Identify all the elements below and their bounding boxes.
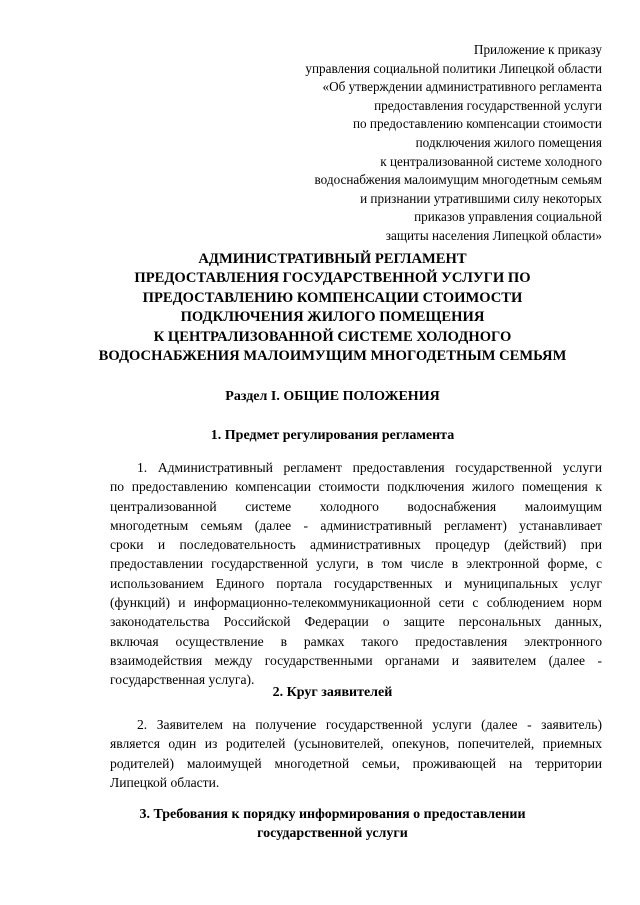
annex-reference <box>182 41 602 246</box>
annex-line: предоставления государственной услуги <box>374 97 602 113</box>
title-line: ВОДОСНАБЖЕНИЯ МАЛОИМУЩИМ МНОГОДЕТНЫМ СЕМЬЯМ <box>98 348 567 365</box>
paragraph-applicants <box>110 715 602 792</box>
paragraph-subject <box>110 458 602 690</box>
annex-line: защиты населения Липецкой области» <box>385 227 602 243</box>
title-line: К ЦЕНТРАЛИЗОВАННОЙ СИСТЕМЕ ХОЛОДНОГО <box>153 328 512 345</box>
paragraph-line: использованием Единого портала государственных и муниципальных услуг <box>110 575 602 591</box>
paragraph-line: является один из родителей (усыновителей, опекунов, попечителей, приемных <box>110 736 602 752</box>
paragraph-line: 1. Административный регламент предоставления государственной услуги <box>137 460 602 475</box>
annex-line: водоснабжения малоимущим многодетным семьям <box>314 172 602 188</box>
paragraph-line: Липецкой области. <box>110 774 220 790</box>
subsection-heading-subject: 1. Предмет регулирования регламента <box>210 428 455 443</box>
title-line: АДМИНИСТРАТИВНЫЙ РЕГЛАМЕНТ <box>198 251 467 267</box>
subsection-heading-informing <box>60 805 605 843</box>
paragraph-line: государственная услуга). <box>110 672 255 688</box>
annex-line: Приложение к приказу <box>473 42 602 57</box>
subsection-heading-applicants: 2. Круг заявителей <box>272 685 393 700</box>
title-line: ПОДКЛЮЧЕНИЯ ЖИЛОГО ПОМЕЩЕНИЯ <box>180 309 485 326</box>
paragraph-line: включая осуществление в рамках такого предоставления электронного <box>110 633 602 649</box>
document-title <box>60 250 605 366</box>
annex-line: к централизованной системе холодного <box>380 153 602 169</box>
section-heading: Раздел I. ОБЩИЕ ПОЛОЖЕНИЯ <box>225 389 440 404</box>
annex-line: «Об утверждении административного регламента <box>322 79 602 95</box>
paragraph-line: законодательства Российской Федерации о защите персональных данных, <box>110 614 602 630</box>
paragraph-line: родителей) малоимущей многодетной семьи, проживающей на территории <box>110 755 602 771</box>
title-line: ПРЕДОСТАВЛЕНИЯ ГОСУДАРСТВЕННОЙ УСЛУГИ ПО <box>134 270 531 287</box>
paragraph-line: централизованной системе холодного водоснабжения малоимущим <box>110 498 602 514</box>
title-line: ПРЕДОСТАВЛЕНИЮ КОМПЕНСАЦИИ СТОИМОСТИ <box>142 289 523 306</box>
annex-line: приказов управления социальной <box>414 209 602 225</box>
annex-line: подключения жилого помещения <box>415 134 602 150</box>
paragraph-line: (функций) и информационно-телекоммуникационной сети с соблюдением норм <box>110 595 602 611</box>
paragraph-line: многодетным семьям (далее - административный регламент) устанавливает <box>110 517 602 533</box>
heading-line: государственной услуги <box>257 826 408 841</box>
annex-line: управления социальной политики Липецкой области <box>305 60 602 76</box>
annex-line: по предоставлению компенсации стоимости <box>352 116 602 132</box>
paragraph-line: предоставлении государственной услуги, в том числе в электронной форме, с <box>110 556 602 572</box>
paragraph-line: 2. Заявителем на получение государственной услуги (далее - заявитель) <box>137 717 602 732</box>
paragraph-line: сроки и последовательность административных процедур (действий) при <box>110 537 602 553</box>
paragraph-line: взаимодействия между государственными органами и заявителем (далее - <box>110 652 602 668</box>
paragraph-line: по предоставлению компенсации стоимости подключения жилого помещения к <box>110 479 602 495</box>
annex-line: и признании утратившими силу некоторых <box>360 190 602 206</box>
heading-line: 3. Требования к порядку информирования о предоставлении <box>139 807 526 822</box>
